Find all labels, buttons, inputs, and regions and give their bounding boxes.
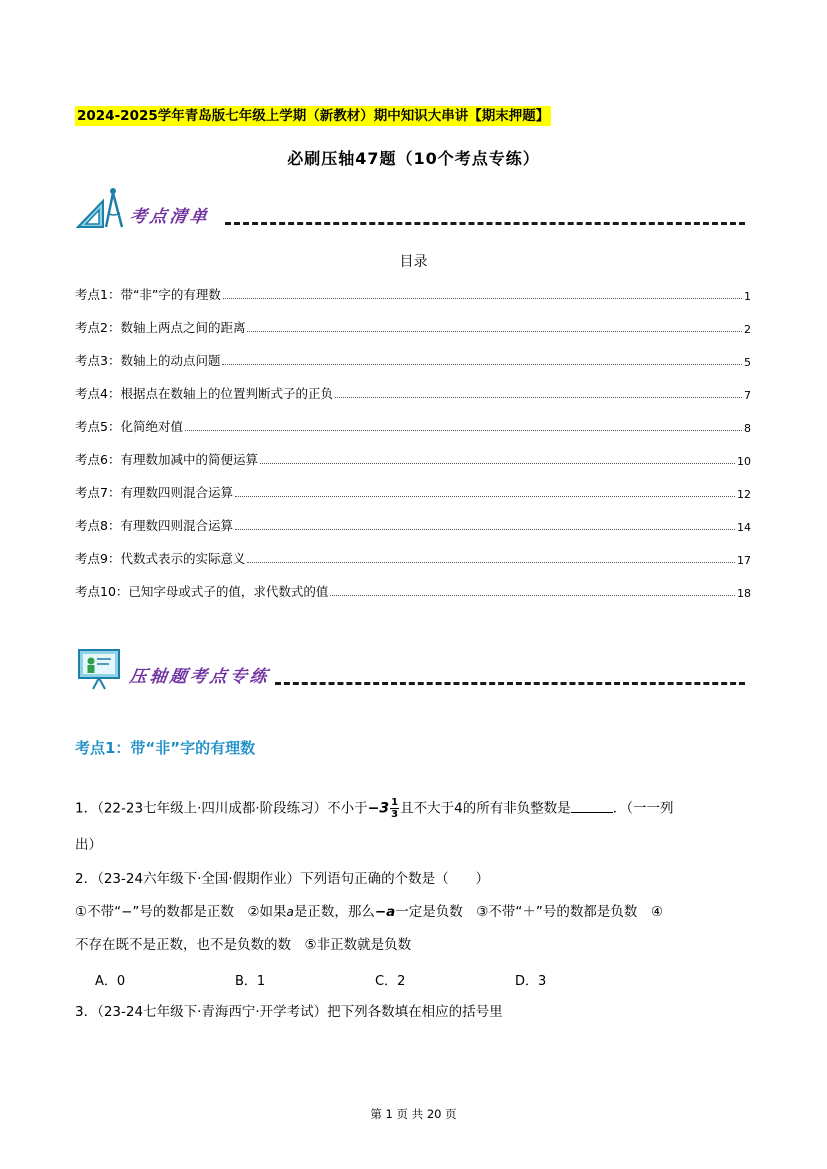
toc-item-page: 7	[744, 389, 751, 402]
fraction-numerator: 1	[391, 797, 399, 808]
toc-item-page: 18	[737, 587, 751, 600]
toc-item[interactable]	[75, 283, 751, 303]
teaching-board-icon	[77, 647, 125, 691]
toc-leader-dots	[222, 364, 742, 365]
variable-a: a	[286, 905, 294, 919]
exam-banner: 2024-2025学年青岛版七年级上学期（新教材）期中知识大串讲【期末押题】	[77, 108, 550, 124]
question-1-end: ．（一一列	[612, 800, 674, 817]
toc-item[interactable]	[75, 514, 751, 534]
toc-leader-dots	[235, 529, 735, 530]
toc-item[interactable]	[75, 448, 751, 468]
toc-item[interactable]	[75, 547, 751, 567]
section-divider	[275, 682, 745, 685]
answer-blank[interactable]	[571, 798, 613, 813]
choice-a[interactable]: A．0	[95, 974, 126, 989]
toc-title: 目录	[399, 254, 428, 270]
toc-item[interactable]	[75, 481, 751, 501]
toc-item-page: 2	[744, 323, 751, 336]
toc-leader-dots	[335, 397, 742, 398]
toc-item[interactable]	[75, 580, 751, 600]
toc-item-label: 考点2：数轴上两点之间的距离	[75, 320, 246, 335]
question-3-stem: 3．（23-24七年级下·青海西宁·开学考试）把下列各数填在相应的括号里	[75, 1004, 503, 1020]
question-2-statements-line1	[75, 902, 663, 922]
toc-item-page: 12	[737, 488, 751, 501]
toc-item-label: 考点5：化简绝对值	[75, 419, 183, 434]
statement-text: 一定是负数 ③不带“＋”号的数都是负数 ④	[395, 904, 663, 920]
variable-neg-a: −a	[374, 904, 396, 920]
toc-item[interactable]	[75, 349, 751, 369]
triangle-ruler-compass-icon	[75, 185, 127, 231]
toc-leader-dots	[330, 595, 735, 596]
mixed-number-whole: −3	[367, 800, 390, 817]
toc-item-page: 17	[737, 554, 751, 567]
toc-item-label: 考点8：有理数四则混合运算	[75, 518, 233, 533]
toc-leader-dots	[223, 298, 742, 299]
page-footer: 第 1 页 共 20 页	[370, 1107, 457, 1121]
choice-d[interactable]: D．3	[515, 974, 547, 989]
choice-b[interactable]: B．1	[235, 974, 266, 989]
toc-item-page: 5	[744, 356, 751, 369]
fraction	[390, 797, 399, 820]
toc-item[interactable]	[75, 316, 751, 336]
toc-leader-dots	[247, 331, 742, 332]
toc-item-label: 考点9：代数式表示的实际意义	[75, 551, 246, 566]
toc-item-page: 1	[744, 290, 751, 303]
toc-item-label: 考点3：数轴上的动点问题	[75, 353, 221, 368]
toc-leader-dots	[260, 463, 735, 464]
toc-item[interactable]	[75, 382, 751, 402]
page-title: 必刷压轴47题（10个考点专练）	[287, 149, 540, 168]
toc-section-header	[75, 185, 745, 235]
toc-item-page: 8	[744, 422, 751, 435]
question-1-middle: 且不大于4的所有非负整数是	[400, 800, 571, 817]
toc-item-label: 考点7：有理数四则混合运算	[75, 485, 233, 500]
question-2-statements-line2: 不存在既不是正数，也不是负数的数 ⑤非正数就是负数	[75, 937, 412, 953]
practice-section-label: 压轴题考点专练	[128, 667, 272, 687]
toc-section-label: 考点清单	[128, 207, 212, 227]
toc-item-label: 考点4：根据点在数轴上的位置判断式子的正负	[75, 386, 333, 401]
statement-text: 是正数，那么	[293, 904, 375, 920]
toc-item[interactable]	[75, 415, 751, 435]
toc-leader-dots	[185, 430, 742, 431]
question-1-prefix: 1．（22-23七年级上·四川成都·阶段练习）不小于	[75, 800, 368, 817]
toc-item-label: 考点10：已知字母或式子的值，求代数式的值	[75, 584, 329, 599]
question-1-continued: 出）	[75, 837, 102, 853]
question-2-choices	[75, 970, 635, 989]
topic-heading: 考点1：带“非”字的有理数	[75, 739, 256, 757]
question-1	[75, 797, 673, 820]
choice-c[interactable]: C．2	[375, 974, 406, 989]
toc-leader-dots	[235, 496, 735, 497]
toc-item-label: 考点6：有理数加减中的简便运算	[75, 452, 258, 467]
practice-section-header	[75, 645, 745, 695]
toc-leader-dots	[247, 562, 735, 563]
statement-text: ①不带“−”号的数都是正数 ②如果	[75, 904, 287, 920]
toc-item-label: 考点1：带“非”字的有理数	[75, 287, 221, 302]
toc-item-page: 14	[737, 521, 751, 534]
question-2-stem: 2．（23-24六年级下·全国·假期作业）下列语句正确的个数是（ ）	[75, 871, 490, 887]
section-divider	[225, 222, 745, 225]
fraction-denominator: 3	[391, 809, 399, 820]
toc-item-page: 10	[737, 455, 751, 468]
